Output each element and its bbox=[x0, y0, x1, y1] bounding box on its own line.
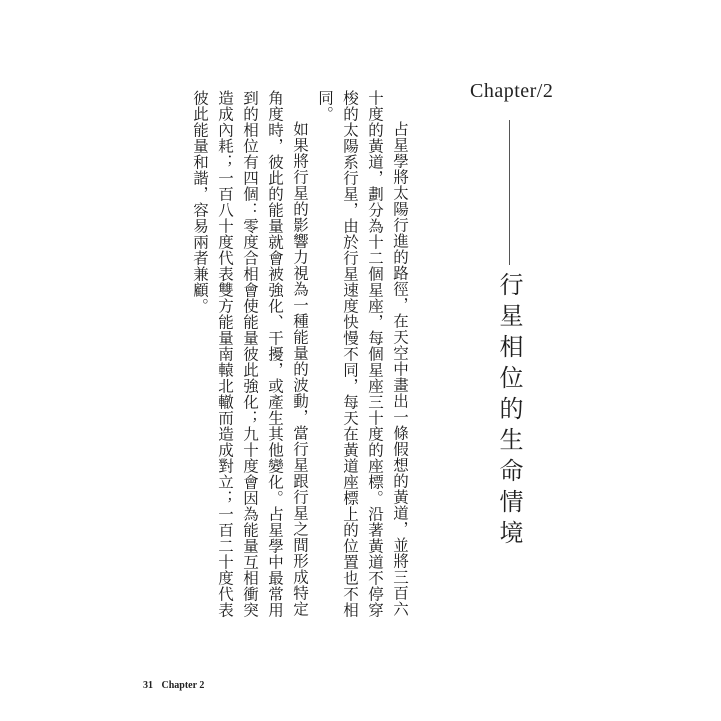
footer-chapter-label: Chapter 2 bbox=[161, 680, 205, 691]
page-number: 31 bbox=[143, 680, 153, 691]
body-text-block bbox=[191, 90, 412, 620]
vertical-divider-rule bbox=[509, 120, 510, 265]
page-footer bbox=[143, 680, 204, 691]
chapter-heading: Chapter/2 bbox=[470, 80, 554, 102]
paragraph-1: 占星學將太陽行進的路徑，在天空中畫出一條假想的黃道，並將三百六十度的黃道，劃分為十二個星座，每個星座三十度的座標。沿著黃道不停穿梭的太陽系行星，由於行星速度快慢不同，每天在黃道座標上的位置也不相同。 bbox=[316, 90, 409, 618]
chapter-title: 行星相位的生命情境 bbox=[495, 272, 523, 551]
paragraph-2: 如果將行星的影響力視為一種能量的波動，當行星跟行星之間形成特定角度時，彼此的能量就會被強化、干擾，或產生其他變化。占星學中最常用到的相位有四個：零度合相會使能量彼此強化；九十度會因為能量互相衝突造成內耗；一百八十度代表雙方能量南轅北轍而造成對立；一百二十度代表彼此能量和諧，容易兩者兼顧。 bbox=[191, 90, 309, 618]
